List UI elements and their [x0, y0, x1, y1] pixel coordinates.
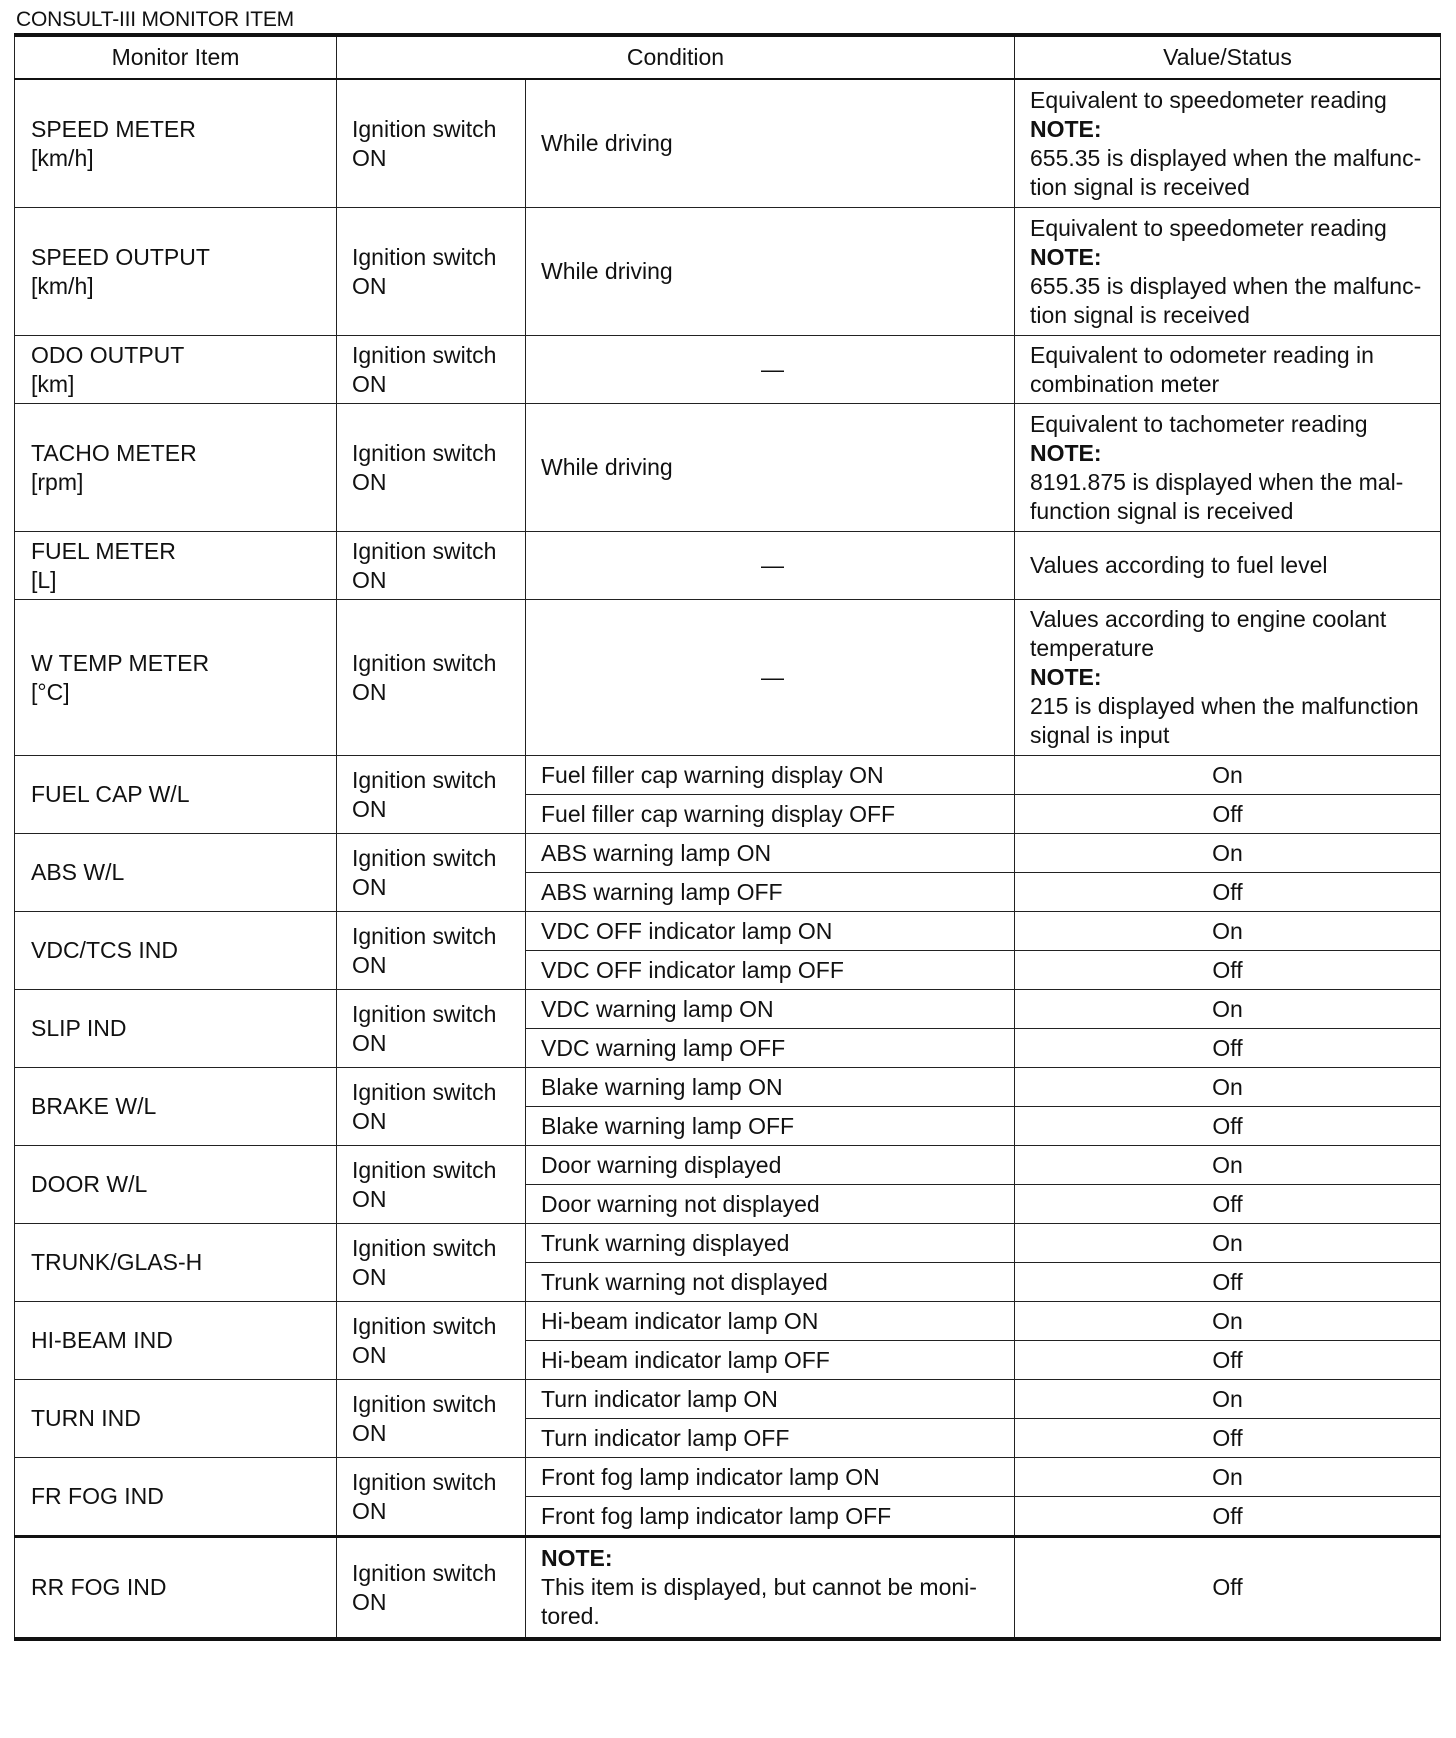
table-row — [15, 1380, 1441, 1419]
condition-cell: — — [526, 336, 1015, 404]
ignition-label: Ignition switch — [352, 1559, 497, 1586]
value-on-cell: On — [1015, 1458, 1441, 1497]
ignition-state: ON — [352, 370, 387, 397]
ignition-state: ON — [352, 272, 387, 299]
value-on-cell: On — [1015, 756, 1441, 795]
value-off-cell: Off — [1015, 1029, 1441, 1068]
header-value-status: Value/Status — [1015, 35, 1441, 79]
ignition-state: ON — [352, 1497, 387, 1524]
ignition-cell — [337, 1302, 526, 1380]
value-line: NOTE: — [1030, 664, 1102, 690]
value-cell: Off — [1015, 1537, 1441, 1640]
ignition-cell — [337, 336, 526, 404]
condition-on-cell: VDC warning lamp ON — [526, 990, 1015, 1029]
condition-off-cell: ABS warning lamp OFF — [526, 873, 1015, 912]
ignition-label: Ignition switch — [352, 766, 497, 793]
ignition-label: Ignition switch — [352, 649, 497, 676]
ignition-cell — [337, 1380, 526, 1458]
monitor-item-name: FUEL METER — [31, 537, 176, 564]
value-line: Equivalent to tachometer reading — [1030, 410, 1368, 437]
monitor-item-unit: [km/h] — [31, 272, 94, 299]
ignition-state: ON — [352, 566, 387, 593]
ignition-label: Ignition switch — [352, 1234, 497, 1261]
ignition-cell — [337, 404, 526, 532]
condition-off-cell: Turn indicator lamp OFF — [526, 1419, 1015, 1458]
value-off-cell: Off — [1015, 1107, 1441, 1146]
value-off-cell: Off — [1015, 1497, 1441, 1537]
monitor-item-cell: VDC/TCS IND — [15, 912, 337, 990]
monitor-item-cell: FUEL CAP W/L — [15, 756, 337, 834]
value-line: Equivalent to odometer reading in — [1030, 341, 1374, 368]
condition-on-cell: Hi-beam indicator lamp ON — [526, 1302, 1015, 1341]
table-row — [15, 600, 1441, 756]
table-body — [15, 79, 1441, 1639]
ignition-cell — [337, 990, 526, 1068]
ignition-state: ON — [352, 873, 387, 900]
monitor-item-unit: [L] — [31, 566, 57, 593]
condition-line: NOTE: — [541, 1545, 613, 1571]
header-monitor-item: Monitor Item — [15, 35, 337, 79]
condition-on-cell: Door warning displayed — [526, 1146, 1015, 1185]
condition-off-cell: Door warning not displayed — [526, 1185, 1015, 1224]
ignition-label: Ignition switch — [352, 1000, 497, 1027]
value-on-cell: On — [1015, 1146, 1441, 1185]
value-off-cell: Off — [1015, 1263, 1441, 1302]
value-cell — [1015, 208, 1441, 336]
value-line: 655.35 is displayed when the malfunc- — [1030, 272, 1422, 299]
value-line: combination meter — [1030, 370, 1220, 397]
table-row — [15, 990, 1441, 1029]
ignition-state: ON — [352, 1263, 387, 1290]
value-cell — [1015, 79, 1441, 208]
condition-line: This item is displayed, but cannot be moni- — [541, 1574, 977, 1600]
ignition-cell — [337, 1537, 526, 1640]
ignition-state: ON — [352, 951, 387, 978]
ignition-label: Ignition switch — [352, 1468, 497, 1495]
condition-on-cell: Front fog lamp indicator lamp ON — [526, 1458, 1015, 1497]
ignition-state: ON — [352, 1107, 387, 1134]
condition-off-cell: VDC warning lamp OFF — [526, 1029, 1015, 1068]
condition-on-cell: Blake warning lamp ON — [526, 1068, 1015, 1107]
ignition-cell — [337, 532, 526, 600]
condition-cell: While driving — [526, 404, 1015, 532]
value-cell — [1015, 532, 1441, 600]
table-row — [15, 1458, 1441, 1497]
monitor-item-cell — [15, 532, 337, 600]
monitor-item-cell — [15, 336, 337, 404]
table-row — [15, 336, 1441, 404]
ignition-state: ON — [352, 795, 387, 822]
ignition-cell — [337, 600, 526, 756]
value-on-cell: On — [1015, 1302, 1441, 1341]
condition-cell — [526, 1537, 1015, 1640]
monitor-item-unit: [rpm] — [31, 468, 84, 495]
value-on-cell: On — [1015, 990, 1441, 1029]
value-line: 8191.875 is displayed when the mal- — [1030, 468, 1404, 495]
table-row — [15, 756, 1441, 795]
ignition-state: ON — [352, 1341, 387, 1368]
value-cell — [1015, 336, 1441, 404]
value-on-cell: On — [1015, 1380, 1441, 1419]
table-row — [15, 1302, 1441, 1341]
table-header-row — [15, 35, 1441, 79]
ignition-state: ON — [352, 678, 387, 705]
condition-on-cell: ABS warning lamp ON — [526, 834, 1015, 873]
ignition-state: ON — [352, 1185, 387, 1212]
table-row — [15, 404, 1441, 532]
monitor-item-cell — [15, 79, 337, 208]
value-off-cell: Off — [1015, 1341, 1441, 1380]
header-condition: Condition — [337, 35, 1015, 79]
condition-off-cell: Fuel filler cap warning display OFF — [526, 795, 1015, 834]
condition-on-cell: Fuel filler cap warning display ON — [526, 756, 1015, 795]
ignition-label: Ignition switch — [352, 537, 497, 564]
table-row — [15, 208, 1441, 336]
monitor-item-cell: ABS W/L — [15, 834, 337, 912]
ignition-label: Ignition switch — [352, 922, 497, 949]
monitor-item-name: SPEED METER — [31, 115, 196, 142]
value-line: NOTE: — [1030, 243, 1102, 270]
table-row — [15, 912, 1441, 951]
ignition-label: Ignition switch — [352, 1078, 497, 1105]
monitor-item-name: SPEED OUTPUT — [31, 243, 210, 270]
ignition-cell — [337, 208, 526, 336]
ignition-label: Ignition switch — [352, 844, 497, 871]
monitor-item-cell: TURN IND — [15, 1380, 337, 1458]
ignition-cell — [337, 756, 526, 834]
value-line: 655.35 is displayed when the malfunc- — [1030, 144, 1422, 171]
ignition-label: Ignition switch — [352, 1312, 497, 1339]
value-line: NOTE: — [1030, 115, 1102, 142]
ignition-cell — [337, 1146, 526, 1224]
value-off-cell: Off — [1015, 1419, 1441, 1458]
monitor-item-cell — [15, 404, 337, 532]
ignition-label: Ignition switch — [352, 439, 497, 466]
condition-off-cell: Blake warning lamp OFF — [526, 1107, 1015, 1146]
value-line: Values according to engine coolant — [1030, 606, 1387, 632]
value-on-cell: On — [1015, 834, 1441, 873]
monitor-item-name: W TEMP METER — [31, 649, 210, 676]
value-on-cell: On — [1015, 1224, 1441, 1263]
ignition-label: Ignition switch — [352, 1390, 497, 1417]
table-row — [15, 1537, 1441, 1640]
table-row — [15, 79, 1441, 208]
monitor-item-cell: BRAKE W/L — [15, 1068, 337, 1146]
value-on-cell: On — [1015, 1068, 1441, 1107]
value-line: tion signal is received — [1030, 301, 1250, 328]
ignition-cell — [337, 1224, 526, 1302]
table-row — [15, 1068, 1441, 1107]
value-off-cell: Off — [1015, 1185, 1441, 1224]
value-line: 215 is displayed when the malfunction — [1030, 693, 1419, 719]
document-title: CONSULT-III MONITOR ITEM — [16, 8, 294, 31]
condition-off-cell: VDC OFF indicator lamp OFF — [526, 951, 1015, 990]
table-row — [15, 834, 1441, 873]
value-line: Values according to fuel level — [1030, 552, 1328, 578]
ignition-cell — [337, 834, 526, 912]
condition-on-cell: Turn indicator lamp ON — [526, 1380, 1015, 1419]
value-off-cell: Off — [1015, 795, 1441, 834]
ignition-state: ON — [352, 1588, 387, 1615]
value-line: tion signal is received — [1030, 173, 1250, 200]
value-line: Equivalent to speedometer reading — [1030, 86, 1387, 113]
value-line: Equivalent to speedometer reading — [1030, 214, 1387, 241]
condition-cell: — — [526, 532, 1015, 600]
monitor-item-cell: HI-BEAM IND — [15, 1302, 337, 1380]
ignition-label: Ignition switch — [352, 1156, 497, 1183]
ignition-cell — [337, 912, 526, 990]
ignition-state: ON — [352, 144, 387, 171]
value-line: NOTE: — [1030, 439, 1102, 466]
value-off-cell: Off — [1015, 873, 1441, 912]
monitor-item-cell: RR FOG IND — [15, 1537, 337, 1640]
condition-on-cell: VDC OFF indicator lamp ON — [526, 912, 1015, 951]
ignition-label: Ignition switch — [352, 341, 497, 368]
value-line: signal is input — [1030, 722, 1170, 748]
ignition-cell — [337, 79, 526, 208]
ignition-state: ON — [352, 468, 387, 495]
ignition-label: Ignition switch — [352, 115, 497, 142]
monitor-item-cell: DOOR W/L — [15, 1146, 337, 1224]
condition-on-cell: Trunk warning displayed — [526, 1224, 1015, 1263]
value-cell — [1015, 600, 1441, 756]
ignition-cell — [337, 1068, 526, 1146]
monitor-item-table — [14, 33, 1441, 1641]
value-off-cell: Off — [1015, 951, 1441, 990]
condition-line: tored. — [541, 1603, 600, 1629]
monitor-item-cell: SLIP IND — [15, 990, 337, 1068]
monitor-item-unit: [°C] — [31, 678, 70, 705]
monitor-item-cell: TRUNK/GLAS-H — [15, 1224, 337, 1302]
monitor-item-cell: FR FOG IND — [15, 1458, 337, 1537]
table-row — [15, 1224, 1441, 1263]
ignition-state: ON — [352, 1029, 387, 1056]
value-cell — [1015, 404, 1441, 532]
monitor-item-cell — [15, 600, 337, 756]
table-row — [15, 1146, 1441, 1185]
value-on-cell: On — [1015, 912, 1441, 951]
monitor-item-name: TACHO METER — [31, 439, 197, 466]
monitor-item-cell — [15, 208, 337, 336]
condition-cell: While driving — [526, 208, 1015, 336]
ignition-label: Ignition switch — [352, 243, 497, 270]
condition-off-cell: Front fog lamp indicator lamp OFF — [526, 1497, 1015, 1537]
condition-cell: While driving — [526, 79, 1015, 208]
ignition-state: ON — [352, 1419, 387, 1446]
monitor-item-unit: [km] — [31, 370, 75, 397]
condition-off-cell: Trunk warning not displayed — [526, 1263, 1015, 1302]
table-row — [15, 532, 1441, 600]
value-line: temperature — [1030, 635, 1155, 661]
monitor-item-unit: [km/h] — [31, 144, 94, 171]
condition-cell: — — [526, 600, 1015, 756]
monitor-item-name: ODO OUTPUT — [31, 341, 185, 368]
condition-off-cell: Hi-beam indicator lamp OFF — [526, 1341, 1015, 1380]
ignition-cell — [337, 1458, 526, 1537]
value-line: function signal is received — [1030, 497, 1294, 524]
